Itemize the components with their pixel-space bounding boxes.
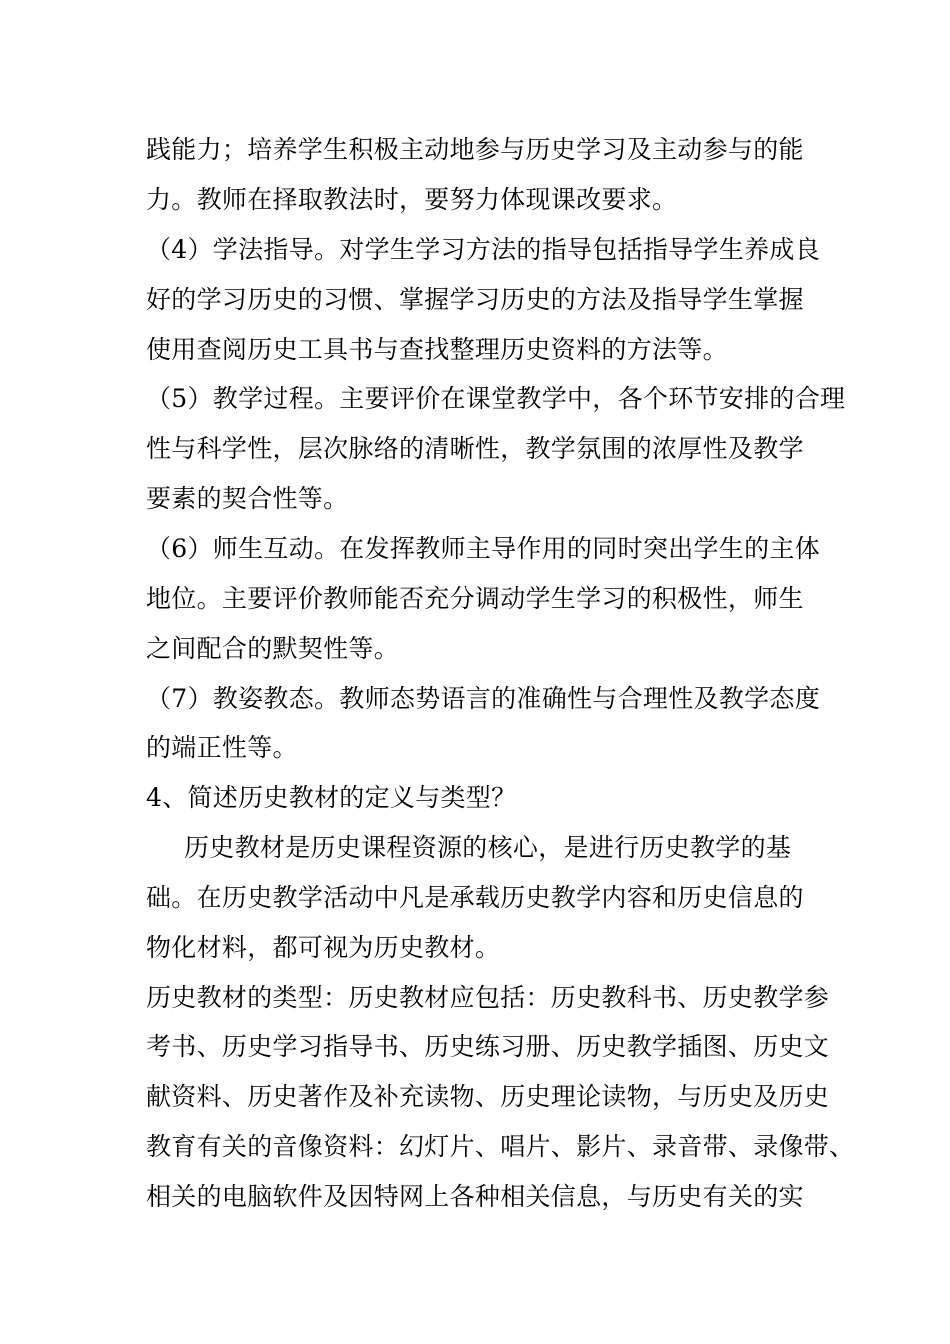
text-line: 历史教材是历史课程资源的核心，是进行历史教学的基 [184,833,792,862]
text-line: 考书、历史学习指导书、历史练习册、历史教学插图、历史文 [146,1032,830,1061]
text-line: （7）教姿教态。教师态势语言的准确性与合理性及教学态度 [146,684,821,713]
text-line: 力。教师在择取教法时，要努力体现课改要求。 [146,185,678,214]
section-heading: 4、简述历史教材的定义与类型？ [146,783,517,812]
text-line: 使用查阅历史工具书与查找整理历史资料的方法等。 [146,335,728,364]
text-line: 好的学习历史的习惯、掌握学习历史的方法及指导学生掌握 [146,285,804,314]
text-line: （6）师生互动。在发挥教师主导作用的同时突出学生的主体 [146,534,821,563]
text-line: （5）教学过程。主要评价在课堂教学中，各个环节安排的合理 [146,384,846,413]
text-line: 要素的契合性等。 [146,484,349,513]
text-line: 物化材料，都可视为历史教材。 [146,933,501,962]
text-line: 献资料、历史著作及补充读物、历史理论读物，与历史及历史 [146,1082,830,1111]
text-line: 础。在历史教学活动中凡是承载历史教学内容和历史信息的 [146,883,804,912]
text-line: 性与科学性，层次脉络的清晰性，教学氛围的浓厚性及教学 [146,434,804,463]
text-line: 历史教材的类型：历史教材应包括：历史教科书、历史教学参 [146,983,830,1012]
text-line: 之间配合的默契性等。 [146,634,400,663]
text-line: 践能力；培养学生积极主动地参与历史学习及主动参与的能 [146,135,804,164]
text-line: 教育有关的音像资料：幻灯片、唱片、影片、录音带、录像带、 [146,1132,855,1161]
text-line: （4）学法指导。对学生学习方法的指导包括指导学生养成良 [146,235,821,264]
text-line: 地位。主要评价教师能否充分调动学生学习的积极性，师生 [146,584,804,613]
text-line: 相关的电脑软件及因特网上各种相关信息，与历史有关的实 [146,1182,804,1211]
text-line: 的端正性等。 [146,733,298,762]
